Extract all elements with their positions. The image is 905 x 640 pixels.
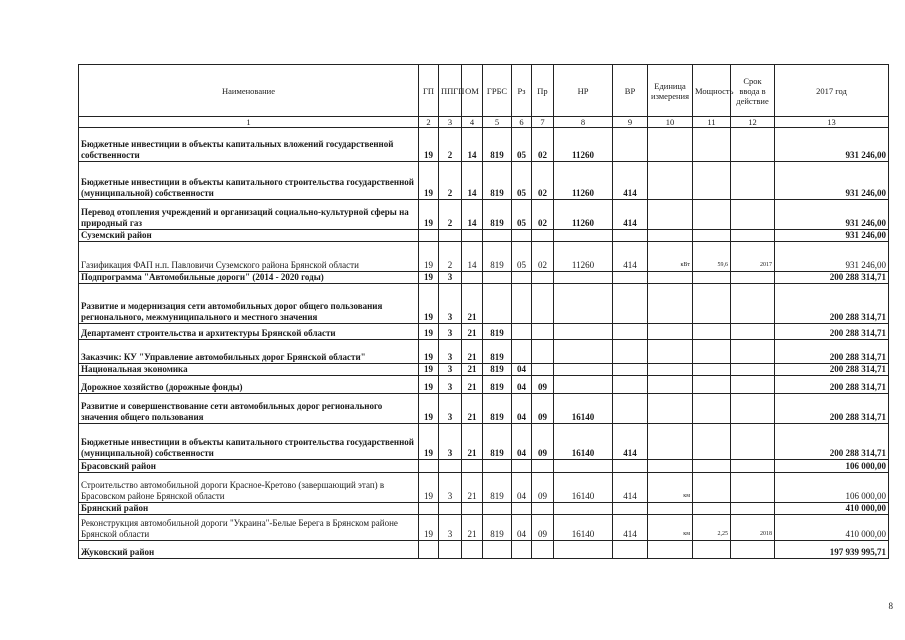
row-vr xyxy=(613,541,648,559)
row-nr: 16140 xyxy=(554,515,613,541)
row-power xyxy=(693,394,731,424)
row-om: 21 xyxy=(462,376,483,394)
row-rz: 04 xyxy=(512,515,532,541)
row-om: 14 xyxy=(462,162,483,200)
row-unit xyxy=(648,128,693,162)
row-ppgp xyxy=(439,541,462,559)
table-row xyxy=(79,460,889,473)
row-vr: 414 xyxy=(613,162,648,200)
row-rz: 04 xyxy=(512,473,532,503)
header-row xyxy=(79,65,889,117)
row-gp: 19 xyxy=(419,424,439,460)
table-row xyxy=(79,424,889,460)
budget-table xyxy=(78,64,889,559)
row-gp: 19 xyxy=(419,376,439,394)
row-unit xyxy=(648,340,693,364)
row-grbs: 819 xyxy=(483,324,512,340)
row-om: 21 xyxy=(462,324,483,340)
row-pr xyxy=(532,364,554,376)
row-grbs xyxy=(483,230,512,242)
row-nr: 16140 xyxy=(554,424,613,460)
row-term xyxy=(731,128,775,162)
row-unit xyxy=(648,541,693,559)
row-pr xyxy=(532,340,554,364)
row-power xyxy=(693,200,731,230)
row-om xyxy=(462,503,483,515)
row-unit xyxy=(648,162,693,200)
row-term: 2017 xyxy=(731,242,775,272)
row-om: 21 xyxy=(462,284,483,324)
row-pr xyxy=(532,230,554,242)
row-ppgp: 2 xyxy=(439,242,462,272)
row-name: Заказчик: КУ "Управление автомобильных дорог Брянской области" xyxy=(79,340,419,364)
row-rz xyxy=(512,284,532,324)
row-amount: 931 246,00 xyxy=(775,200,889,230)
row-nr xyxy=(554,284,613,324)
row-unit xyxy=(648,200,693,230)
row-pr: 02 xyxy=(532,242,554,272)
row-power xyxy=(693,364,731,376)
header-cell: Единица измерения xyxy=(648,65,693,117)
row-vr xyxy=(613,503,648,515)
row-gp: 19 xyxy=(419,128,439,162)
row-gp: 19 xyxy=(419,242,439,272)
row-gp xyxy=(419,230,439,242)
row-power xyxy=(693,503,731,515)
row-nr xyxy=(554,324,613,340)
row-ppgp: 3 xyxy=(439,340,462,364)
row-nr xyxy=(554,541,613,559)
row-grbs: 819 xyxy=(483,340,512,364)
row-ppgp: 3 xyxy=(439,424,462,460)
row-gp: 19 xyxy=(419,473,439,503)
row-ppgp: 3 xyxy=(439,364,462,376)
row-unit: кВт xyxy=(648,242,693,272)
row-amount: 931 246,00 xyxy=(775,162,889,200)
row-rz: 05 xyxy=(512,162,532,200)
row-term xyxy=(731,364,775,376)
column-number: 4 xyxy=(462,117,483,128)
row-vr xyxy=(613,340,648,364)
row-rz: 05 xyxy=(512,242,532,272)
row-term xyxy=(731,200,775,230)
header-cell: Пр xyxy=(532,65,554,117)
row-vr: 414 xyxy=(613,515,648,541)
row-name: Национальная экономика xyxy=(79,364,419,376)
header-cell: ВР xyxy=(613,65,648,117)
row-vr xyxy=(613,364,648,376)
row-vr xyxy=(613,230,648,242)
row-rz xyxy=(512,272,532,284)
row-term xyxy=(731,230,775,242)
row-name: Жуковский район xyxy=(79,541,419,559)
row-term xyxy=(731,272,775,284)
row-vr xyxy=(613,272,648,284)
table-row xyxy=(79,242,889,272)
row-gp: 19 xyxy=(419,394,439,424)
row-name: Реконструкция автомобильной дороги "Украина"-Белые Берега в Брянском районе Брянской области xyxy=(79,515,419,541)
table-row xyxy=(79,473,889,503)
row-pr xyxy=(532,541,554,559)
table-row xyxy=(79,340,889,364)
row-grbs: 819 xyxy=(483,200,512,230)
row-vr xyxy=(613,376,648,394)
row-amount: 200 288 314,71 xyxy=(775,272,889,284)
table-row xyxy=(79,128,889,162)
row-ppgp: 3 xyxy=(439,376,462,394)
row-ppgp: 2 xyxy=(439,200,462,230)
row-amount: 106 000,00 xyxy=(775,473,889,503)
row-rz xyxy=(512,541,532,559)
row-grbs xyxy=(483,541,512,559)
row-pr: 09 xyxy=(532,424,554,460)
row-nr xyxy=(554,460,613,473)
row-vr xyxy=(613,128,648,162)
row-unit xyxy=(648,376,693,394)
row-ppgp: 3 xyxy=(439,394,462,424)
table-row xyxy=(79,541,889,559)
row-power xyxy=(693,272,731,284)
row-vr xyxy=(613,324,648,340)
row-amount: 200 288 314,71 xyxy=(775,324,889,340)
row-power: 59,6 xyxy=(693,242,731,272)
row-nr xyxy=(554,340,613,364)
row-pr: 02 xyxy=(532,200,554,230)
row-term xyxy=(731,503,775,515)
table-row xyxy=(79,515,889,541)
table-row xyxy=(79,230,889,242)
row-grbs: 819 xyxy=(483,162,512,200)
row-gp: 19 xyxy=(419,200,439,230)
row-grbs: 819 xyxy=(483,242,512,272)
row-grbs: 819 xyxy=(483,376,512,394)
row-name: Развитие и модернизация сети автомобильных дорог общего пользования регионального, межмуниципального и местного значения xyxy=(79,284,419,324)
row-ppgp: 3 xyxy=(439,284,462,324)
column-number-row xyxy=(79,117,889,128)
row-gp: 19 xyxy=(419,515,439,541)
row-ppgp: 2 xyxy=(439,162,462,200)
row-grbs: 819 xyxy=(483,394,512,424)
row-pr xyxy=(532,503,554,515)
row-amount: 200 288 314,71 xyxy=(775,364,889,376)
row-power xyxy=(693,162,731,200)
column-number: 1 xyxy=(79,117,419,128)
row-vr xyxy=(613,284,648,324)
row-rz xyxy=(512,503,532,515)
row-nr: 11260 xyxy=(554,162,613,200)
row-gp xyxy=(419,460,439,473)
header-cell: Срок ввода в действие xyxy=(731,65,775,117)
row-nr: 11260 xyxy=(554,200,613,230)
row-pr: 02 xyxy=(532,162,554,200)
row-rz: 04 xyxy=(512,424,532,460)
row-nr xyxy=(554,376,613,394)
row-term: 2018 xyxy=(731,515,775,541)
row-amount: 200 288 314,71 xyxy=(775,394,889,424)
row-ppgp: 3 xyxy=(439,473,462,503)
row-pr: 09 xyxy=(532,394,554,424)
column-number: 9 xyxy=(613,117,648,128)
row-term xyxy=(731,340,775,364)
row-gp: 19 xyxy=(419,324,439,340)
row-ppgp: 3 xyxy=(439,324,462,340)
row-rz xyxy=(512,460,532,473)
row-unit xyxy=(648,503,693,515)
page-number: 8 xyxy=(888,601,893,611)
row-term xyxy=(731,376,775,394)
row-gp: 19 xyxy=(419,272,439,284)
row-name: Подпрограмма "Автомобильные дороги" (2014 - 2020 годы) xyxy=(79,272,419,284)
row-gp: 19 xyxy=(419,364,439,376)
row-name: Дорожное хозяйство (дорожные фонды) xyxy=(79,376,419,394)
row-vr xyxy=(613,394,648,424)
row-nr: 11260 xyxy=(554,128,613,162)
row-nr xyxy=(554,503,613,515)
row-power xyxy=(693,128,731,162)
row-amount: 200 288 314,71 xyxy=(775,284,889,324)
row-power xyxy=(693,376,731,394)
header-cell: ППГП xyxy=(439,65,462,117)
row-amount: 931 246,00 xyxy=(775,230,889,242)
row-om xyxy=(462,460,483,473)
row-unit: км xyxy=(648,515,693,541)
row-gp xyxy=(419,541,439,559)
table-row xyxy=(79,503,889,515)
row-name: Перевод отопления учреждений и организаций социально-культурной сферы на природный газ xyxy=(79,200,419,230)
row-term xyxy=(731,460,775,473)
header-cell: НР xyxy=(554,65,613,117)
row-gp xyxy=(419,503,439,515)
row-pr xyxy=(532,324,554,340)
row-nr: 16140 xyxy=(554,394,613,424)
row-pr: 09 xyxy=(532,515,554,541)
row-om: 21 xyxy=(462,515,483,541)
row-term xyxy=(731,424,775,460)
row-power: 2,25 xyxy=(693,515,731,541)
row-grbs: 819 xyxy=(483,128,512,162)
row-unit xyxy=(648,424,693,460)
row-name: Брасовский район xyxy=(79,460,419,473)
column-number: 5 xyxy=(483,117,512,128)
row-nr xyxy=(554,272,613,284)
row-rz: 05 xyxy=(512,128,532,162)
table-row xyxy=(79,376,889,394)
row-grbs: 819 xyxy=(483,515,512,541)
row-gp: 19 xyxy=(419,340,439,364)
column-number: 8 xyxy=(554,117,613,128)
row-power xyxy=(693,460,731,473)
row-rz: 05 xyxy=(512,200,532,230)
row-term xyxy=(731,162,775,200)
row-vr: 414 xyxy=(613,200,648,230)
row-pr: 09 xyxy=(532,473,554,503)
row-unit xyxy=(648,272,693,284)
column-number: 12 xyxy=(731,117,775,128)
column-number: 3 xyxy=(439,117,462,128)
row-unit xyxy=(648,324,693,340)
row-om xyxy=(462,272,483,284)
table-row xyxy=(79,394,889,424)
header-cell: ГРБС xyxy=(483,65,512,117)
row-pr xyxy=(532,272,554,284)
row-power xyxy=(693,340,731,364)
row-om: 14 xyxy=(462,128,483,162)
row-ppgp: 2 xyxy=(439,128,462,162)
row-amount: 200 288 314,71 xyxy=(775,340,889,364)
column-number: 11 xyxy=(693,117,731,128)
row-rz xyxy=(512,340,532,364)
row-amount: 200 288 314,71 xyxy=(775,424,889,460)
row-gp: 19 xyxy=(419,284,439,324)
row-name: Бюджетные инвестиции в объекты капитального строительства государственной (муниципальной) собственности xyxy=(79,162,419,200)
row-name: Суземский район xyxy=(79,230,419,242)
row-pr xyxy=(532,460,554,473)
row-power xyxy=(693,324,731,340)
row-grbs xyxy=(483,460,512,473)
row-unit xyxy=(648,460,693,473)
row-amount: 200 288 314,71 xyxy=(775,376,889,394)
header-cell: Наименование xyxy=(79,65,419,117)
row-grbs: 819 xyxy=(483,424,512,460)
header-cell: ОМ xyxy=(462,65,483,117)
row-rz: 04 xyxy=(512,394,532,424)
header-cell: ГП xyxy=(419,65,439,117)
row-om: 21 xyxy=(462,340,483,364)
row-om: 21 xyxy=(462,364,483,376)
row-amount: 106 000,00 xyxy=(775,460,889,473)
row-nr xyxy=(554,364,613,376)
table-row xyxy=(79,364,889,376)
row-pr xyxy=(532,284,554,324)
row-unit xyxy=(648,230,693,242)
row-ppgp xyxy=(439,503,462,515)
header-cell: Рз xyxy=(512,65,532,117)
row-unit: км xyxy=(648,473,693,503)
row-name: Газификация ФАП н.п. Павловичи Суземского района Брянской области xyxy=(79,242,419,272)
table-row xyxy=(79,324,889,340)
row-term xyxy=(731,394,775,424)
row-name: Строительство автомобильной дороги Красное-Кретово (завершающий этап) в Брасовском районе Брянской области xyxy=(79,473,419,503)
table-row xyxy=(79,272,889,284)
row-term xyxy=(731,284,775,324)
row-power xyxy=(693,473,731,503)
row-amount: 410 000,00 xyxy=(775,503,889,515)
row-name: Бюджетные инвестиции в объекты капитального строительства государственной (муниципальной) собственности xyxy=(79,424,419,460)
row-term xyxy=(731,324,775,340)
header-cell: Мощность xyxy=(693,65,731,117)
row-grbs: 819 xyxy=(483,364,512,376)
row-om: 21 xyxy=(462,424,483,460)
row-ppgp: 3 xyxy=(439,272,462,284)
row-pr: 02 xyxy=(532,128,554,162)
column-number: 7 xyxy=(532,117,554,128)
row-term xyxy=(731,473,775,503)
row-power xyxy=(693,424,731,460)
row-nr: 11260 xyxy=(554,242,613,272)
row-rz: 04 xyxy=(512,376,532,394)
table-row xyxy=(79,200,889,230)
table-row xyxy=(79,284,889,324)
column-number: 10 xyxy=(648,117,693,128)
row-vr xyxy=(613,460,648,473)
row-om: 21 xyxy=(462,394,483,424)
row-grbs xyxy=(483,284,512,324)
row-ppgp xyxy=(439,230,462,242)
row-ppgp: 3 xyxy=(439,515,462,541)
column-number: 2 xyxy=(419,117,439,128)
row-unit xyxy=(648,284,693,324)
row-amount: 931 246,00 xyxy=(775,128,889,162)
header-cell: 2017 год xyxy=(775,65,889,117)
row-name: Развитие и совершенствование сети автомобильных дорог регионального значения общего пользования xyxy=(79,394,419,424)
row-name: Бюджетные инвестиции в объекты капитальных вложений государственной собственности xyxy=(79,128,419,162)
row-rz: 04 xyxy=(512,364,532,376)
row-rz xyxy=(512,230,532,242)
row-rz xyxy=(512,324,532,340)
row-grbs xyxy=(483,503,512,515)
column-number: 6 xyxy=(512,117,532,128)
row-om xyxy=(462,541,483,559)
row-nr xyxy=(554,230,613,242)
row-power xyxy=(693,284,731,324)
row-amount: 197 939 995,71 xyxy=(775,541,889,559)
row-gp: 19 xyxy=(419,162,439,200)
row-name: Департамент строительства и архитектуры Брянской области xyxy=(79,324,419,340)
row-power xyxy=(693,541,731,559)
row-om: 14 xyxy=(462,242,483,272)
column-number: 13 xyxy=(775,117,889,128)
row-name: Брянский район xyxy=(79,503,419,515)
row-ppgp xyxy=(439,460,462,473)
row-power xyxy=(693,230,731,242)
row-om: 14 xyxy=(462,200,483,230)
row-vr: 414 xyxy=(613,473,648,503)
row-om xyxy=(462,230,483,242)
row-vr: 414 xyxy=(613,242,648,272)
row-amount: 931 246,00 xyxy=(775,242,889,272)
row-term xyxy=(731,541,775,559)
row-om: 21 xyxy=(462,473,483,503)
row-nr: 16140 xyxy=(554,473,613,503)
row-unit xyxy=(648,364,693,376)
row-vr: 414 xyxy=(613,424,648,460)
row-unit xyxy=(648,394,693,424)
table-row xyxy=(79,162,889,200)
row-grbs xyxy=(483,272,512,284)
row-pr: 09 xyxy=(532,376,554,394)
row-grbs: 819 xyxy=(483,473,512,503)
row-amount: 410 000,00 xyxy=(775,515,889,541)
